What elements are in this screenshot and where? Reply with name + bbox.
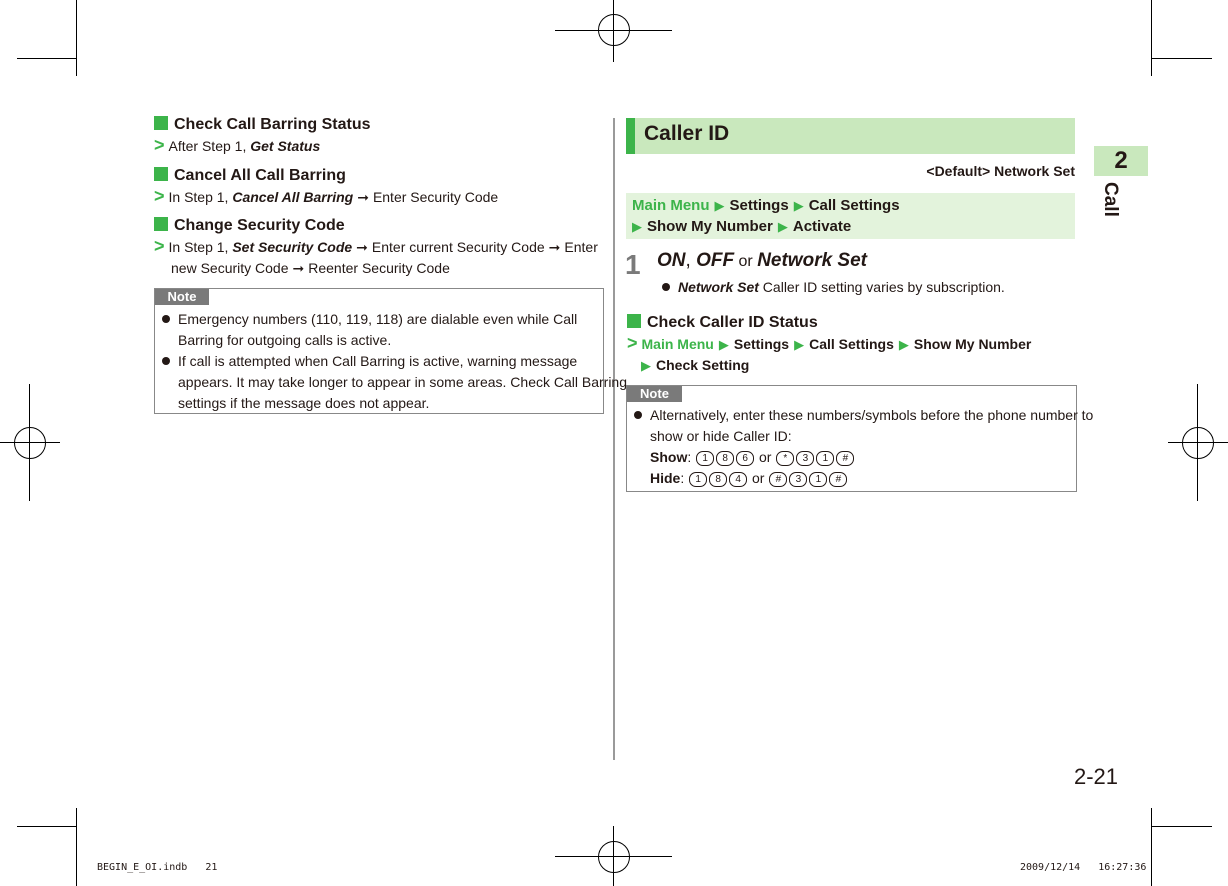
- triangle-right-icon: ▶: [714, 198, 725, 213]
- chapter-number: 2: [1114, 147, 1128, 174]
- key-icon: 6: [736, 451, 754, 466]
- note-item: If call is attempted when Call Barring is active, warning message: [162, 351, 602, 372]
- arrow-right-icon: ➞: [548, 239, 561, 255]
- option-on: ON: [657, 250, 686, 271]
- triangle-right-icon: ▶: [641, 358, 651, 373]
- footer-file: BEGIN_E_OI.indb 21: [97, 862, 218, 873]
- chapter-title: Call: [1100, 182, 1121, 217]
- bullet-icon: [634, 411, 642, 419]
- menu-item: Set Security Code: [232, 239, 353, 255]
- option-network-set: Network Set: [757, 250, 867, 271]
- section-cancel-barring: Cancel All Call Barring > In Step 1, Cancel All Barring ➞ Enter Security Code: [154, 167, 499, 206]
- arrow-right-icon: ➞: [356, 239, 368, 255]
- triangle-right-icon: ▶: [793, 198, 804, 213]
- key-icon: #: [769, 472, 787, 487]
- section-heading: Cancel All Call Barring: [174, 167, 346, 184]
- arrow-right-icon: ➞: [292, 260, 305, 276]
- key-icon: 8: [716, 451, 734, 466]
- section-check-caller-id: Check Caller ID Status > Main Menu ▶ Settings ▶ Call Settings ▶ Show My Number ▶ Check Setting: [627, 314, 1032, 373]
- section-heading: Check Call Barring Status: [174, 116, 371, 133]
- green-square-icon: [154, 167, 168, 181]
- triangle-right-icon: ▶: [777, 219, 788, 234]
- bullet-icon: [162, 357, 170, 365]
- caller-id-header-bar: [626, 118, 635, 154]
- key-icon: 1: [816, 451, 834, 466]
- hide-keys-row: Hide: 1 8 4 or # 3 1 #: [634, 468, 1074, 489]
- bullet-icon: [162, 315, 170, 323]
- page-number: 2-21: [1073, 764, 1118, 789]
- step-bullet: Network Set Caller ID setting varies by subscription.: [662, 279, 1005, 295]
- option-off: OFF: [696, 250, 735, 271]
- left-note-tab: Note: [155, 289, 209, 305]
- chevron-right-icon: >: [627, 333, 638, 353]
- triangle-right-icon: ▶: [898, 337, 909, 352]
- column-divider: [613, 118, 615, 760]
- chapter-tab: [1094, 146, 1148, 176]
- note-item: Emergency numbers (110, 119, 118) are dialable even while Call: [162, 309, 602, 330]
- menu-item: Cancel All Barring: [232, 189, 354, 205]
- green-square-icon: [627, 314, 641, 328]
- right-note-content: Alternatively, enter these numbers/symbols before the phone number to show or hide Caller ID: Show: 1 8 6 or * 3 1 # Hide: 1 8 4 or # 3 1 #: [634, 405, 1074, 489]
- show-keys-row: Show: 1 8 6 or * 3 1 #: [634, 447, 1074, 468]
- key-icon: *: [776, 451, 794, 466]
- green-square-icon: [154, 217, 168, 231]
- triangle-right-icon: ▶: [794, 337, 805, 352]
- key-icon: #: [836, 451, 854, 466]
- key-icon: 8: [709, 472, 727, 487]
- chevron-right-icon: >: [154, 186, 165, 206]
- triangle-right-icon: ▶: [718, 337, 729, 352]
- key-icon: 1: [809, 472, 827, 487]
- green-square-icon: [154, 116, 168, 130]
- step-number: 1: [625, 249, 641, 280]
- key-icon: 3: [789, 472, 807, 487]
- key-icon: 1: [696, 451, 714, 466]
- bullet-icon: [662, 283, 670, 291]
- default-label: <Default> Network Set: [926, 163, 1075, 179]
- section-change-security-code: Change Security Code > In Step 1, Set Security Code ➞ Enter current Security Code ➞ Enter new Security Code ➞ Reenter Security Code: [154, 217, 598, 276]
- menu-path: Main Menu ▶ Settings ▶ Call Settings ▶ Show My Number ▶ Activate: [632, 197, 900, 235]
- left-note-content: Emergency numbers (110, 119, 118) are dialable even while Call Barring for outgoing calls is active. If call is attempted when Call Barring is active, warning message appears. It may take longer to appear in some areas. Check Call Barring settings if the message does not appear.: [162, 309, 602, 414]
- key-icon: 4: [729, 472, 747, 487]
- footer-date: 2009/12/14 16:27:36: [1020, 862, 1147, 873]
- key-icon: 3: [796, 451, 814, 466]
- key-icon: #: [829, 472, 847, 487]
- section-check-barring: Check Call Barring Status > After Step 1, Get Status: [154, 116, 371, 155]
- triangle-right-icon: ▶: [632, 219, 642, 234]
- right-note-tab: Note: [627, 386, 682, 402]
- section-heading: Change Security Code: [174, 217, 345, 234]
- step-options: ON, OFF or Network Set: [657, 250, 867, 271]
- chevron-right-icon: >: [154, 135, 165, 155]
- menu-path-main: Main Menu: [632, 197, 710, 214]
- arrow-right-icon: ➞: [357, 189, 369, 205]
- section-heading: Check Caller ID Status: [647, 314, 818, 331]
- menu-item: Get Status: [250, 138, 321, 154]
- key-icon: 1: [689, 472, 707, 487]
- page-title: Caller ID: [644, 122, 730, 145]
- chevron-right-icon: >: [154, 236, 165, 256]
